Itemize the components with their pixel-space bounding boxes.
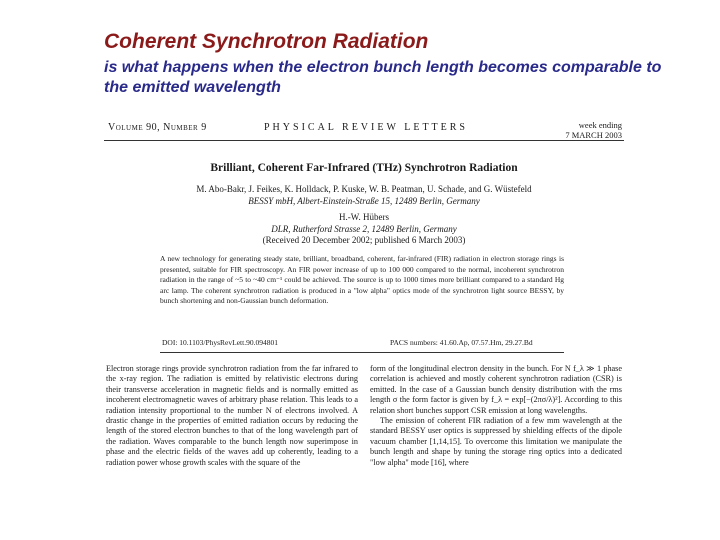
- paper-author-2: H.-W. Hübers: [339, 212, 389, 222]
- paper-pacs: PACS numbers: 41.60.Ap, 07.57.Hm, 29.27.Bd: [390, 338, 533, 347]
- body-column-right: [370, 364, 622, 468]
- slide-title: Coherent Synchrotron Radiation: [104, 30, 429, 53]
- paper-received: (Received 20 December 2002; published 6 March 2003): [262, 235, 466, 245]
- slide-subtitle: is what happens when the electron bunch length becomes comparable to the emitted wavelength: [104, 59, 662, 96]
- paper-authors: M. Abo-Bakr, J. Feikes, K. Holldack, P. Kuske, W. B. Peatman, U. Schade, and G. Wüstefeld: [196, 184, 532, 194]
- paper-abstract: A new technology for generating steady state, brilliant, broadband, coherent, far-infrared (FIR) radiation in electron storage rings is presented, suitable for FIR spectroscopy. An FIR power increase of up to 100 000 compared to the normal, incoherent synchrotron radiation in the range of ~5 to ~40 cm⁻¹ could be achieved. The source is up to 1000 times more brilliant compared to a standard Hg arc lamp. The coherent synchrotron radiation is produced in a "low alpha" optics mode of the synchrotron light source BESSY, by bunch shortening and non-Gaussian bunch deformation.: [160, 254, 564, 305]
- body-paragraph: The emission of coherent FIR radiation of a few mm wavelength at the standard BESSY user optics is suppressed by shielding effects of the dipole vacuum chamber [1,14,15]. To overcome this limitation we manipulate the bunch length and shape by tuning the storage ring optics into a dedicated "low alpha" mode [16], where: [370, 416, 622, 467]
- paper-doi: DOI: 10.1103/PhysRevLett.90.094801: [162, 338, 278, 347]
- body-paragraph: form of the longitudinal electron density in the bunch. For N f_λ ≫ 1 phase correlation is achieved and mostly coherent synchrotron radiation (CSR) is emitted. In the case of a Gaussian bunch density distribution with the rms length σ the form factor is given by f_λ = exp[−(2πσ/λ)²]. According to this relation short bunches support CSR emission at long wavelengths.: [370, 364, 622, 415]
- week-date: 7 MARCH 2003: [565, 130, 622, 140]
- header-rule: [104, 140, 624, 141]
- journal-volume: Volume 90, Number 9: [108, 122, 207, 133]
- paper-title: Brilliant, Coherent Far-Infrared (THz) Synchrotron Radiation: [210, 162, 518, 174]
- paper-affiliation-2: DLR, Rutherford Strasse 2, 12489 Berlin, Germany: [271, 224, 457, 234]
- week-label: week ending: [578, 120, 622, 130]
- abstract-rule: [160, 352, 564, 353]
- body-column-left: [106, 364, 358, 468]
- paper-excerpt: [104, 112, 624, 528]
- issue-date: [565, 120, 622, 140]
- body-paragraph: Electron storage rings provide synchrotron radiation from the far infrared to the x-ray region. The radiation is emitted by relativistic electrons during their transverse acceleration in magnetic fields and is normally emitted as incoherent electromagnetic waves of arbitrary phase relation. This leads to a radiation intensity proportional to the number N of electrons involved. A drastic change in the properties of emitted radiation occurs by reducing the length of the stored electron bunches to that of the long wavelength part of the radiation. Waves comparable to the bunch length now superimpose in phase and the electric fields of the waves add up coherently, leading to a radiation power whose growth scales with the square of the: [106, 364, 358, 467]
- journal-name: PHYSICAL REVIEW LETTERS: [264, 122, 468, 133]
- paper-affiliation-1: BESSY mbH, Albert-Einstein-Straße 15, 12489 Berlin, Germany: [248, 196, 480, 206]
